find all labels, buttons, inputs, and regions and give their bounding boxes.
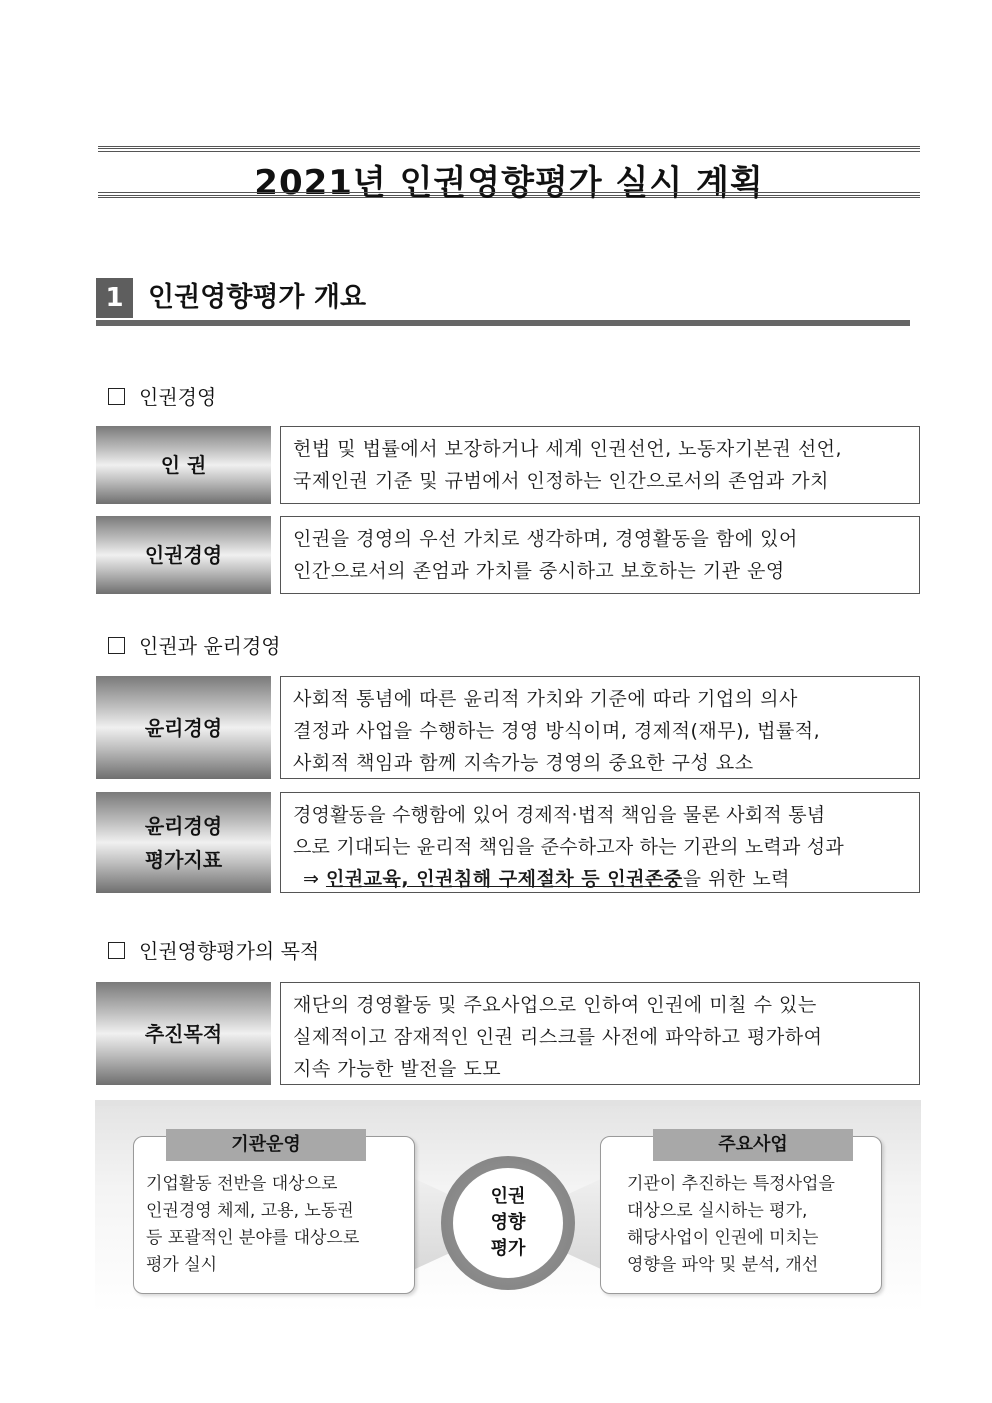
section-number: 1 xyxy=(96,278,133,318)
card-tag-institution-operation: 기관운영 xyxy=(166,1129,366,1161)
desc-human-rights-management: 인권을 경영의 우선 가치로 생각하며, 경영활동을 함에 있어 인간으로서의 존엄과 가치를 중시하고 보호하는 기관 운영 xyxy=(280,516,920,594)
document-title-frame xyxy=(98,146,920,203)
document-title: 2021년 인권영향평가 실시 계획 xyxy=(254,163,764,203)
card-tag-major-projects: 주요사업 xyxy=(653,1129,853,1161)
section-header xyxy=(96,278,910,326)
label-purpose: 추진목적 xyxy=(96,982,271,1085)
checkbox-square-icon xyxy=(108,388,125,405)
desc-ethics-evaluation-index: 경영활동을 수행함에 있어 경제적·법적 책임을 물론 사회적 통념 으로 기대되는 윤리적 책임을 준수하고자 하는 기관의 노력과 성과 ⇒ 인권교육, 인권침해 구제절차 등 인권존중을 위한 노력 xyxy=(280,792,920,893)
label-human-rights-management: 인권경영 xyxy=(96,516,271,594)
emphasis-text: 인권교육, 인권침해 구제절차 등 인권존중 xyxy=(325,868,683,890)
subsection-heading-ethics-management: 인권과 윤리경영 xyxy=(108,633,281,659)
label-ethics-management: 윤리경영 xyxy=(96,676,271,779)
desc-human-rights: 헌법 및 법률에서 보장하거나 세계 인권선언, 노동자기본권 선언, 국제인권 기준 및 규범에서 인정하는 인간으로서의 존엄과 가치 xyxy=(280,426,920,504)
subsection-heading-purpose: 인권영향평가의 목적 xyxy=(108,938,319,964)
card-body-major-projects: 기관이 추진하는 특정사업을 대상으로 실시하는 평가, 해당사업이 인권에 미치는 영향을 파악 및 분석, 개선 xyxy=(627,1174,835,1275)
checkbox-square-icon xyxy=(108,637,125,654)
arrow-right-icon: ⇒ xyxy=(303,868,320,890)
checkbox-square-icon xyxy=(108,942,125,959)
label-human-rights: 인 권 xyxy=(96,426,271,504)
center-circle xyxy=(441,1156,575,1290)
card-major-projects xyxy=(600,1136,882,1294)
section-title: 인권영향평가 개요 xyxy=(148,282,367,313)
desc-purpose: 재단의 경영활동 및 주요사업으로 인하여 인권에 미칠 수 있는 실제적이고 잠재적인 인권 리스크를 사전에 파악하고 평가하여 지속 가능한 발전을 도모 xyxy=(280,982,920,1085)
subsection-heading-human-rights-management: 인권경영 xyxy=(108,384,216,410)
desc-ethics-management: 사회적 통념에 따른 윤리적 가치와 기준에 따라 기업의 의사 결정과 사업을 수행하는 경영 방식이며, 경제적(재무), 법률적, 사회적 책임과 함께 지속가능 경영의 중요한 구성 요소 xyxy=(280,676,920,779)
card-body-institution-operation: 기업활동 전반을 대상으로 인권경영 체제, 고용, 노동권 등 포괄적인 분야를 대상으로 평가 실시 xyxy=(146,1174,360,1275)
label-ethics-evaluation-index: 윤리경영 평가지표 xyxy=(96,792,271,893)
card-institution-operation xyxy=(133,1136,415,1294)
center-label: 인권 영향 평가 xyxy=(453,1168,563,1278)
hria-diagram xyxy=(95,1100,921,1312)
